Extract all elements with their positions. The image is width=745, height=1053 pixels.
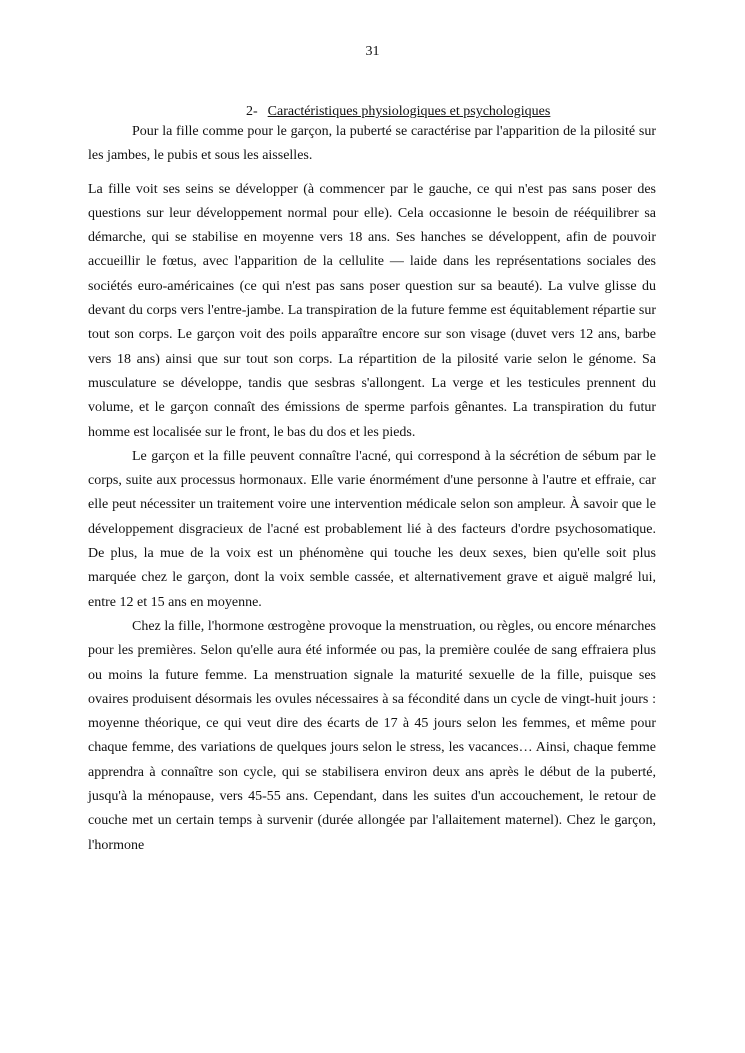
paragraph: Pour la fille comme pour le garçon, la puberté se caractérise par l'apparition de la pilosité sur les jambes, le pubis et sous les aisselles. [88, 124, 656, 164]
body-text [88, 120, 656, 858]
section-number: 2- [246, 104, 258, 119]
paragraph: La fille voit ses seins se développer (à commencer par le gauche, ce qui n'est pas sans poser des questions sur leur développement normal pour elle). Cela occasionne le besoin de rééquilibrer sa démarche, qui se stabilise en moyenne vers 18 ans. Ses hanches se développent, afin de pouvoir accueillir le fœtus, avec l'apparition de la cellulite — laide dans les représentations sociales des sociétés euro-américaines (ce qui n'est pas sans poser question sur sa beauté). La vulve glisse du devant du corps vers l'entre-jambe. La transpiration de la future femme est équitablement répartie sur tout son corps. Le garçon voit des poils apparaître encore sur son visage (duvet vers 12 ans, barbe vers 18 ans) ainsi que sur tout son corps. La répartition de la pilosité varie selon le génome. Sa musculature se développe, tandis que sesbras s'allongent. La verge et les testicules prennent du volume, et le garçon connaît des émissions de sperme parfois gênantes. La transpiration du futur homme est localisée sur le front, le bas du dos et les pieds. [88, 181, 656, 440]
section-heading [246, 103, 550, 121]
page-number: 31 [365, 44, 380, 59]
paragraph: Chez la fille, l'hormone œstrogène provoque la menstruation, ou règles, ou encore ménarches pour les premières. Selon qu'elle aura été informée ou pas, la première coulée de sang effraiera plus ou moins la future femme. La menstruation signale la maturité sexuelle de la fille, puisque ses ovaires produisent désormais les ovules nécessaires à sa fécondité dans un cycle de vingt-huit jours : moyenne théorique, ce qui veut dire des écarts de 17 à 45 jours selon les femmes, et même pour chaque femme, des variations de quelques jours selon le stress, les vacances… Ainsi, chaque femme apprendra à connaître son cycle, qui se stabilisera environ deux ans après le début de la puberté, jusqu'à la ménopause, vers 45-55 ans. Cependant, dans les suites d'un accouchement, le retour de couche met un certain temps à survenir (durée allongée par l'allaitement maternel). Chez le garçon, l'hormone [88, 618, 656, 853]
section-title: Caractéristiques physiologiques et psychologiques [267, 104, 551, 119]
paragraph: Le garçon et la fille peuvent connaître l'acné, qui correspond à la sécrétion de sébum par le corps, suite aux processus hormonaux. Elle varie énormément d'une personne à l'autre et effraie, car elle peut nécessiter un traitement voire une intervention médicale selon son ampleur. À savoir que le développement disgracieux de l'acné est probablement lié à des facteurs d'ordre psychosomatique. De plus, la mue de la voix est un phénomène qui touche les deux sexes, bien qu'elle soit plus marquée chez le garçon, dont la voix semble cassée, et alternativement grave et aiguë malgré lui, entre 12 et 15 ans en moyenne. [88, 448, 656, 610]
